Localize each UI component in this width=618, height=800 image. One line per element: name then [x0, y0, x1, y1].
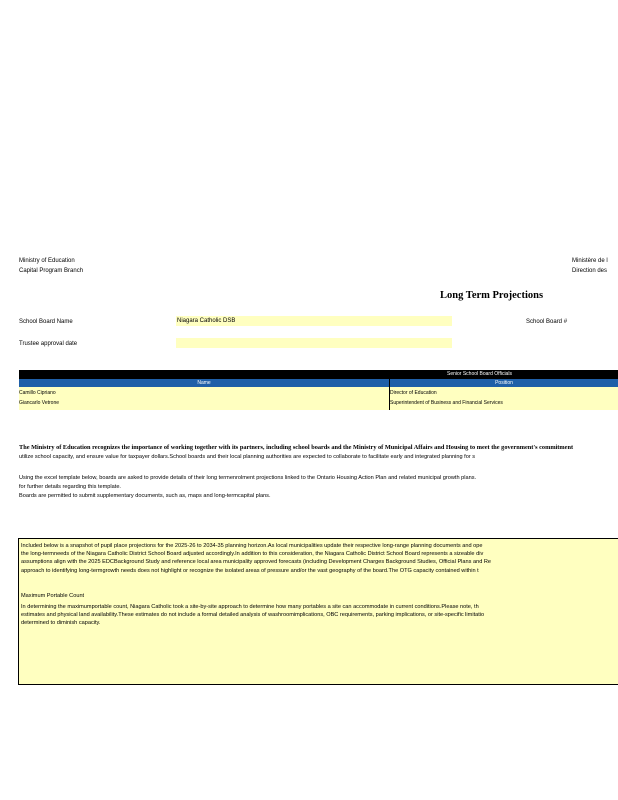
- col-header-name: Name: [19, 379, 389, 387]
- notes-paragraph-2: [21, 603, 617, 628]
- school-board-name-value: Niagara Catholic DSB: [177, 318, 236, 324]
- ministry-name: Ministry of Education: [19, 258, 75, 264]
- school-board-name-field[interactable]: [176, 316, 452, 326]
- official-name-1[interactable]: Camillo Cipriano: [19, 390, 56, 396]
- officials-table: [19, 370, 618, 410]
- notes-p1-line-2: the long-termneeds of the Niagara Catholic District School Board adjusted accordingly.In addition to this consideration, the Niagara Catholic District School Board represents a sizeable div: [21, 551, 484, 558]
- trustee-approval-label: Trustee approval date: [19, 341, 78, 347]
- trustee-approval-field[interactable]: [176, 338, 452, 348]
- intro-bold-line: The Ministry of Education recognizes the importance of working together with its partners, including school boards and the Ministry of Municipal Affairs and Housing to meet the government's commitment: [19, 444, 574, 451]
- school-board-name-label: School Board Name: [19, 319, 73, 325]
- page-title: Long Term Projections: [440, 290, 544, 301]
- notes-p2-line-1: In determining the maximumportable count, Niagara Catholic took a site-by-site approach to determine how many portables a site can accommodate in current conditions.Please note, th: [21, 604, 479, 610]
- notes-p1-line-1: Included below is a snapshot of pupil place projections for the 2025-26 to 2034-35 planning horizon.As local municipalities update their respective long-range planning documents and ope: [21, 543, 483, 549]
- branch-name: Capital Program Branch: [19, 268, 84, 274]
- official-position-2[interactable]: Superintendent of Business and Financial Services: [390, 400, 503, 406]
- intro-line-3: Using the excel template below, boards are asked to provide details of their long termenrolment projections linked to the Ontario Housing Action Plan and related municipal growth plans.: [19, 475, 477, 481]
- col-header-position: Position: [390, 379, 618, 387]
- officials-body: [19, 387, 618, 410]
- ministry-name-fr: Ministère de l: [572, 258, 608, 264]
- official-name-2[interactable]: Giancarlo Vetrone: [19, 400, 60, 406]
- notes-p2-line-2: estimates and physical land availability.These estimates do not include a formal detailed analysis of washroomimplications, OBC requirements, parking implications, or site-specific limitatio: [21, 612, 485, 619]
- intro-line-5: Boards are permitted to submit supplementary documents, such as, maps and long-termcapital plans.: [19, 493, 271, 499]
- official-position-1[interactable]: Director of Education: [390, 390, 437, 396]
- notes-p1-line-4: approach to identifying long-termgrowth needs does not highlight or recognize the isolated areas of pressure and/or the vast geography of the board.The OTG capacity contained within t: [21, 567, 479, 574]
- school-board-number-label: School Board #: [526, 319, 568, 325]
- notes-p1-line-3: assumptions align with the 2025 EDCBackground Study and reference local area municipality approved forecasts (including Development Charges Background Studies, Official Plans and Re: [21, 559, 492, 566]
- intro-text: [19, 443, 618, 501]
- notes-heading-2: Maximum Portable Count: [21, 593, 85, 599]
- notes-p2-line-3: determined to diminish capacity.: [21, 620, 101, 627]
- notes-box[interactable]: [18, 538, 618, 685]
- notes-paragraph-1: [21, 542, 617, 575]
- officials-section-title: Senior School Board Officials: [447, 371, 512, 377]
- officials-section-header: [19, 370, 618, 379]
- branch-name-fr: Direction des: [572, 268, 608, 274]
- intro-line-4: for further details regarding this template.: [19, 484, 121, 490]
- intro-line-2: utilize school capacity, and ensure value for taxpayer dollars.School boards and their local planning authorities are expected to collaborate to facilitate early and integrated planning for s: [19, 454, 476, 460]
